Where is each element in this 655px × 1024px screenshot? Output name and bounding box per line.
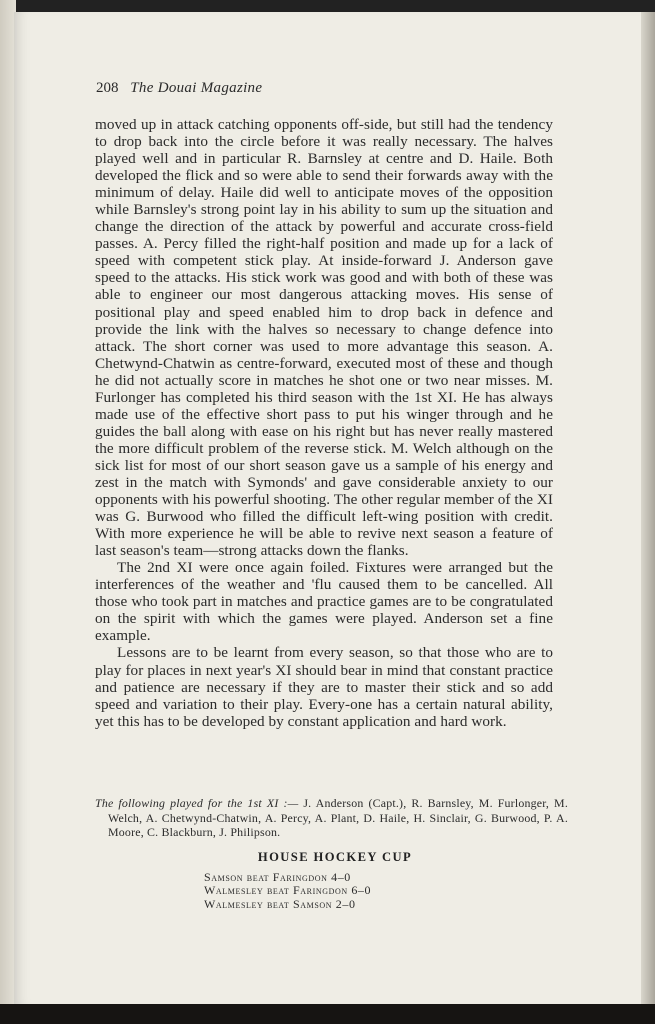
book-top-edge — [0, 0, 655, 12]
magazine-title: The Douai Magazine — [130, 80, 263, 96]
book-bottom-edge — [0, 1004, 655, 1024]
paragraph: The 2nd XI were once again foiled. Fixtures were arranged but the interferences of the weather and 'flu caused them to be cancelled. All those who took part in matches and practice games are to be congratulated on the spirit with which the games were played. Anderson set a fine example. — [95, 559, 553, 645]
section-heading: HOUSE HOCKEY CUP — [257, 850, 413, 864]
paragraph: moved up in attack catching opponents off-side, but still had the tendency to drop back into the circle before it was really necessary. The halves played well and in particular R. Barnsley at centre and D. Haile. Both developed the flick and so were able to send their forwards away with the minimum of delay. Haile did well to anticipate moves of the opposition while Barnsley's strong point lay in his ability to sum up the situation and change the direction of the attack by powerful and accurate cross-field passes. A. Percy filled the right-half position and made up for a lack of speed with competent stick play. At inside-forward J. Anderson gave speed to the attacks. His stick work was good and with both of these was able to engineer our most dangerous attacking moves. His sense of positional play and speed enabled him to drop back in defence and provide the link with the halves so necessary to change defence into attack. The short corner was used to more advantage this season. A. Chetwynd-Chatwin as centre-forward, executed most of these and though he did not actually score in matches he shot one or two near misses. M. Furlonger has completed his third season with the 1st XI. He has always made use of the effective short pass to put his winger through and he guides the ball along with ease on his right but has never really mastered the more difficult problem of the reverse stick. M. Welch although on the sick list for most of our short season gave us a sample of his energy and zest in the match with Symonds' and gave considerable anxiety to our opponents with his powerful shooting. The other regular member of the XI was G. Burwood who filled the difficult left-wing position with credit. With more experience he will be able to revive next season a feature of last season's team—strong attacks down the flanks. — [95, 116, 554, 560]
article-body — [95, 116, 553, 730]
paragraph: Lessons are to be learnt from every season, so that those who are to play for places in next year's XI should bear in mind that constant practice and patience are necessary if they are to master their stick and so add speed and variation to their play. Every-one has a certain natural ability, yet this has to be developed by constant application and hard work. — [95, 644, 553, 730]
team-list — [95, 796, 568, 840]
page-number: 208 — [96, 80, 119, 96]
team-list-lead: The following played for the 1st XI :— — [95, 796, 299, 810]
result-line: Walmesley beat Samson 2–0 — [204, 896, 356, 911]
team-list-names: J. Anderson (Capt.), R. Barnsley, M. Furlonger, M. Welch, A. Chetwynd-Chatwin, A. Percy, A. Plant, D. Haile, H. Sinclair, G. Burwood, P. A. Moore, C. Blackburn, J. Philipson. — [108, 796, 568, 840]
result-line: Samson beat Faringdon 4–0 — [204, 870, 351, 884]
cup-results — [204, 871, 371, 911]
running-head — [96, 80, 262, 97]
result-line: Walmesley beat Faringdon 6–0 — [204, 883, 372, 898]
